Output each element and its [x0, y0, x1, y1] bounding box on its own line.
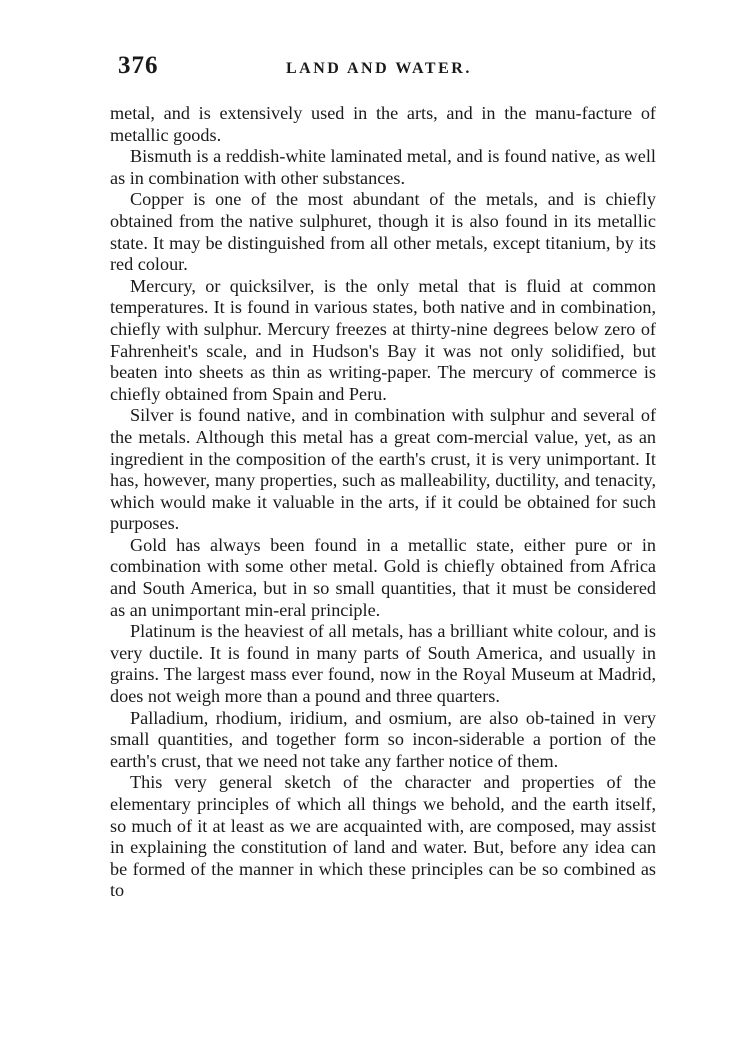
paragraph-silver: Silver is found native, and in combination with sulphur and several of the metals. Although this metal has a great com-mercial value, yet, as an ingredient in the composition of the earth's crust, it is very unimportant. It has, however, many properties, such as malleability, ductility, and tenacity, which would make it valuable in the arts, if it could be obtained for such purposes.: [110, 405, 656, 534]
paragraph-continuation: metal, and is extensively used in the arts, and in the manu-facture of metallic goods.: [110, 103, 656, 145]
body-text: [110, 103, 656, 902]
paragraph-copper: Copper is one of the most abundant of the metals, and is chiefly obtained from the native sulphuret, though it is also found in its metallic state. It may be distinguished from all other metals, except titanium, by its red colour.: [110, 189, 656, 275]
paragraph-gold: Gold has always been found in a metallic state, either pure or in combination with some other metal. Gold is chiefly obtained from Africa and South America, but in so small quantities, that it must be considered as an unimportant min-eral principle.: [110, 534, 656, 620]
page-number: 376: [118, 52, 159, 79]
paragraph-platinum: Platinum is the heaviest of all metals, has a brilliant white colour, and is very ductile. It is found in many parts of South America, and usually in grains. The largest mass ever found, now in the Royal Museum at Madrid, does not weigh more than a pound and three quarters.: [110, 621, 656, 707]
running-head: [118, 52, 658, 86]
paragraph-bismuth: Bismuth is a reddish-white laminated metal, and is found native, as well as in combination with other substances.: [110, 146, 656, 188]
running-title: LAND AND WATER.: [286, 60, 472, 77]
paragraph-sketch: This very general sketch of the character and properties of the elementary principles of which all things we behold, and the earth itself, so much of it at least as we are acquainted with, are composed, may assist in explaining the constitution of land and water. But, before any idea can be formed of the manner in which these principles can be so combined as to: [110, 772, 656, 901]
paragraph-palladium: Palladium, rhodium, iridium, and osmium, are also ob-tained in very small quantities, and together form so incon-siderable a portion of the earth's crust, that we need not take any farther notice of them.: [110, 707, 656, 771]
paragraph-mercury: Mercury, or quicksilver, is the only metal that is fluid at common temperatures. It is found in various states, both native and in combination, chiefly with sulphur. Mercury freezes at thirty-nine degrees below zero of Fahrenheit's scale, and in Hudson's Bay it was not only solidified, but beaten into sheets as thin as writing-paper. The mercury of commerce is chiefly obtained from Spain and Peru.: [110, 275, 656, 404]
